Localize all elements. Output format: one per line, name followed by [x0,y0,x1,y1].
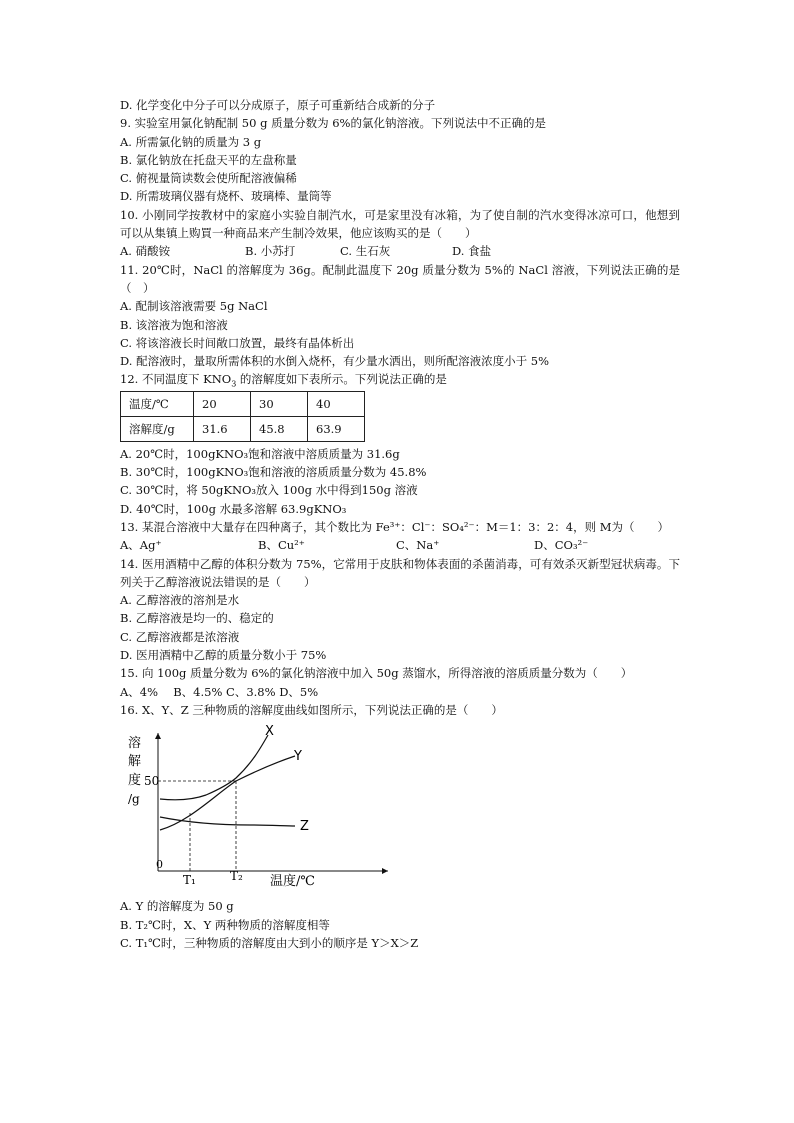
q10-option-d: D. 食盐 [452,244,492,259]
q11-option-b: B. 该溶液为饱和溶液 [120,317,228,332]
q12-option-c: C. 30℃时，将 50gKNO₃放入 100g 水中得到150g 溶液 [120,483,418,498]
t2-label: T₂ [230,869,243,884]
q10-option-a: A. 硝酸铵 [120,244,171,259]
q10-option-c: C. 生石灰 [340,244,391,259]
table-cell: 45.8 [251,416,308,441]
q8-option-d: D. 化学变化中分子可以分成原子，原子可重新结合成新的分子 [120,98,436,112]
q14-option-d: D. 医用酒精中乙醇的质量分数小于 75% [120,648,327,663]
table-cell: 63.9 [308,416,365,441]
q12-stem-sub: 3 [231,379,237,389]
table-cell: 40 [308,391,365,416]
solubility-curve-figure [120,723,680,891]
table-header-solubility: 溶解度/g [121,416,194,441]
q9-option-d: D. 所需玻璃仪器有烧杯、玻璃棒、量筒等 [120,189,332,204]
table-row [121,416,365,441]
table-cell: 30 [251,391,308,416]
ylabel-char: 解 [128,754,142,770]
curve-x [160,735,268,800]
q9-option-c: C. 俯视量筒读数会使所配溶液偏稀 [120,171,297,186]
q13-option-a: A、Ag⁺ [120,538,162,553]
table-cell: 20 [194,391,251,416]
q15-stem: 15. 向 100g 质量分数为 6%的氯化钠溶液中加入 50g 蒸馏水，所得溶液的溶质质量分数为（ ） [120,666,633,681]
exam-page [120,96,680,952]
table-row [121,391,365,416]
q15-options: A、4% B、4.5% C、3.8% D、5% [120,684,319,699]
t1-label: T₁ [183,873,196,888]
q11-option-c: C. 将该溶液长时间敞口放置，最终有晶体析出 [120,335,355,350]
q16-stem: 16. X、Y、Z 三种物质的溶解度曲线如图所示，下列说法正确的是（ ） [120,702,503,717]
q10-option-b: B. 小苏打 [245,244,296,259]
q13-option-b: B、Cu²⁺ [258,538,305,553]
q12-stem-pre: 12. 不同温度下 KNO [120,372,232,387]
series-label-z: Z [300,819,309,835]
q9-stem: 9. 实验室用氯化钠配制 50 g 质量分数为 6%的氯化钠溶液。下列说法中不正确的是 [120,116,546,131]
yunit-label: /g [128,792,140,807]
table-header-temp: 温度/℃ [121,391,194,416]
q10-options [120,242,680,260]
q13-stem: 13. 某混合溶液中大量存在四种离子，其个数比为 Fe³⁺：Cl⁻：SO₄²⁻：M＝1：3：2：4，则 M为（ ） [120,519,670,534]
q13-option-d: D、CO₃²⁻ [534,538,589,553]
ylabel-char: 度 [128,773,142,789]
q12-stem [120,370,680,388]
q11-option-a: A. 配制该溶液需要 5g NaCl [120,299,268,314]
q10-stem: 10. 小刚同学按教材中的家庭小实验自制汽水，可是家里没有冰箱，为了使自制的汽水变得冰凉可口，他想到可以从集镇上购買一种商品来产生制冷效果，他应该购买的是（ ） [120,207,680,241]
q16-option-c: C. T₁℃时，三种物质的溶解度由大到小的顺序是 Y＞X＞Z [120,935,419,950]
q14-stem: 14. 医用酒精中乙醇的体积分数为 75%，它常用于皮肤和物体表面的杀菌消毒，可有效杀灭新型冠状病毒。下列关于乙醇溶液说法错误的是（ ） [120,556,680,589]
ytick-50: 50 [144,774,160,789]
q12-option-d: D. 40℃时，100g 水最多溶解 63.9gKNO₃ [120,501,347,516]
q9-option-a: A. 所需氯化钠的质量为 3 g [120,134,262,149]
q12-stem-post: 的溶解度如下表所示。下列说法正确的是 [236,372,447,387]
q14-option-a: A. 乙醇溶液的溶剂是水 [120,593,240,608]
table-cell: 31.6 [194,416,251,441]
q16-option-b: B. T₂℃时，X、Y 两种物质的溶解度相等 [120,917,330,932]
ylabel-char: 溶 [128,736,142,752]
q14-option-b: B. 乙醇溶液是均一的、稳定的 [120,611,274,626]
q16-option-a: A. Y 的溶解度为 50 g [120,899,234,914]
solubility-table [120,391,365,442]
q12-option-a: A. 20℃时，100gKNO₃饱和溶液中溶质质量为 31.6g [120,446,400,461]
series-label-y: Y [294,749,302,765]
q11-stem: 11. 20℃时，NaCl 的溶解度为 36g。配制此温度下 20g 质量分数为 5%的 NaCl 溶液，下列说法正确的是（ ） [120,262,680,295]
origin-label: 0 [156,858,163,872]
q13-options [120,536,680,554]
q11-option-d: D. 配溶液时，量取所需体积的水倒入烧杯，有少量水洒出，则所配溶液浓度小于 5% [120,354,550,369]
q9-option-b: B. 氯化钠放在托盘天平的左盘称量 [120,152,297,167]
series-label-x: X [265,724,274,740]
q12-option-b: B. 30℃时，100gKNO₃饱和溶液的溶质质量分数为 45.8% [120,465,427,480]
q13-option-c: C、Na⁺ [396,538,440,553]
solubility-curve-svg [120,723,420,891]
q14-option-c: C. 乙醇溶液都是浓溶液 [120,629,240,644]
xlabel: 温度/℃ [270,874,315,890]
curve-y [160,756,295,830]
